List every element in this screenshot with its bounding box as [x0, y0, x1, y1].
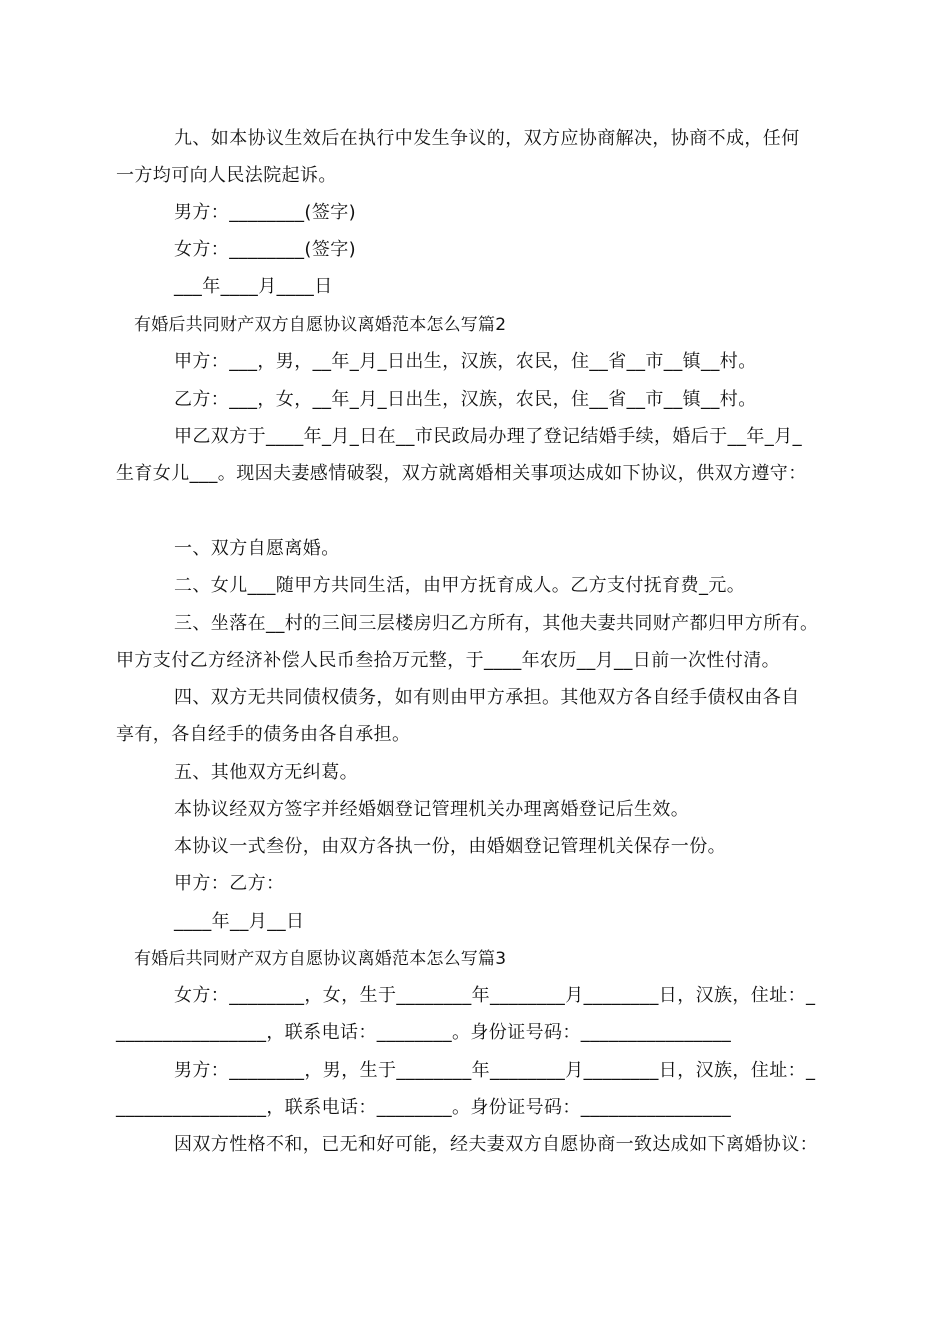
party-a-line: 甲方：___，男，__年_月_日出生，汉族，农民，住__省__市__镇__村。 [174, 351, 757, 372]
female-party-line-1: 女方：________，女，生于________年________月________日，汉族，住址：_ [174, 985, 816, 1006]
date-line-2: ____年__月__日 [174, 911, 305, 932]
effective-line: 本协议经双方签字并经婚姻登记管理机关办理离婚登记后生效。 [174, 799, 690, 820]
party-b-line: 乙方：___，女，__年_月_日出生，汉族，农民，住__省__市__镇__村。 [174, 389, 757, 410]
clause-4-line-2: 享有，各自经手的债务由各自承担。 [116, 724, 411, 745]
clause-3-line-2: 甲方支付乙方经济补偿人民币叁拾万元整，于____年农历__月__日前一次性付清。 [116, 650, 780, 671]
agreement-intro-line: 因双方性格不和，已无和好可能，经夫妻双方自愿协商一致达成如下离婚协议： [174, 1134, 818, 1155]
male-party-line-1: 男方：________，男，生于________年________月________日，汉族，住址：_ [174, 1060, 816, 1081]
clause-5-line: 五、其他双方无纠葛。 [174, 762, 358, 783]
section-heading-2: 有婚后共同财产双方自愿协议离婚范本怎么写篇2 [134, 315, 507, 335]
clause-3-line-1: 三、坐落在__村的三间三层楼房归乙方所有，其他夫妻共同财产都归甲方所有。 [174, 613, 819, 634]
clause-4-line-1: 四、双方无共同债权债务，如有则由甲方承担。其他双方各自经手债权由各自 [174, 687, 800, 708]
background-line-2: 生育女儿___。现因夫妻感情破裂，双方就离婚相关事项达成如下协议，供双方遵守： [116, 463, 807, 484]
background-line-1: 甲乙双方于____年_月_日在__市民政局办理了登记结婚手续，婚后于__年_月_ [174, 426, 802, 447]
copies-line: 本协议一式叁份，由双方各执一份，由婚姻登记管理机关保存一份。 [174, 836, 726, 857]
section-heading-3: 有婚后共同财产双方自愿协议离婚范本怎么写篇3 [134, 949, 507, 969]
clause-1-line: 一、双方自愿离婚。 [174, 538, 340, 559]
female-signature-line: 女方：________(签字) [174, 239, 357, 260]
clause-9-line-1: 九、如本协议生效后在执行中发生争议的，双方应协商解决，协商不成，任何 [174, 128, 800, 149]
female-party-line-2: ________________，联系电话：________。身份证号码：________________ [116, 1022, 732, 1043]
parties-signature-line: 甲方：乙方： [174, 873, 285, 894]
clause-2-line: 二、女儿___随甲方共同生活，由甲方抚育成人。乙方支付抚育费_元。 [174, 575, 746, 596]
male-party-line-2: ________________，联系电话：________。身份证号码：________________ [116, 1097, 732, 1118]
clause-9-line-2: 一方均可向人民法院起诉。 [116, 165, 337, 186]
date-line: ___年____月____日 [174, 276, 333, 297]
male-signature-line: 男方：________(签字) [174, 202, 357, 223]
